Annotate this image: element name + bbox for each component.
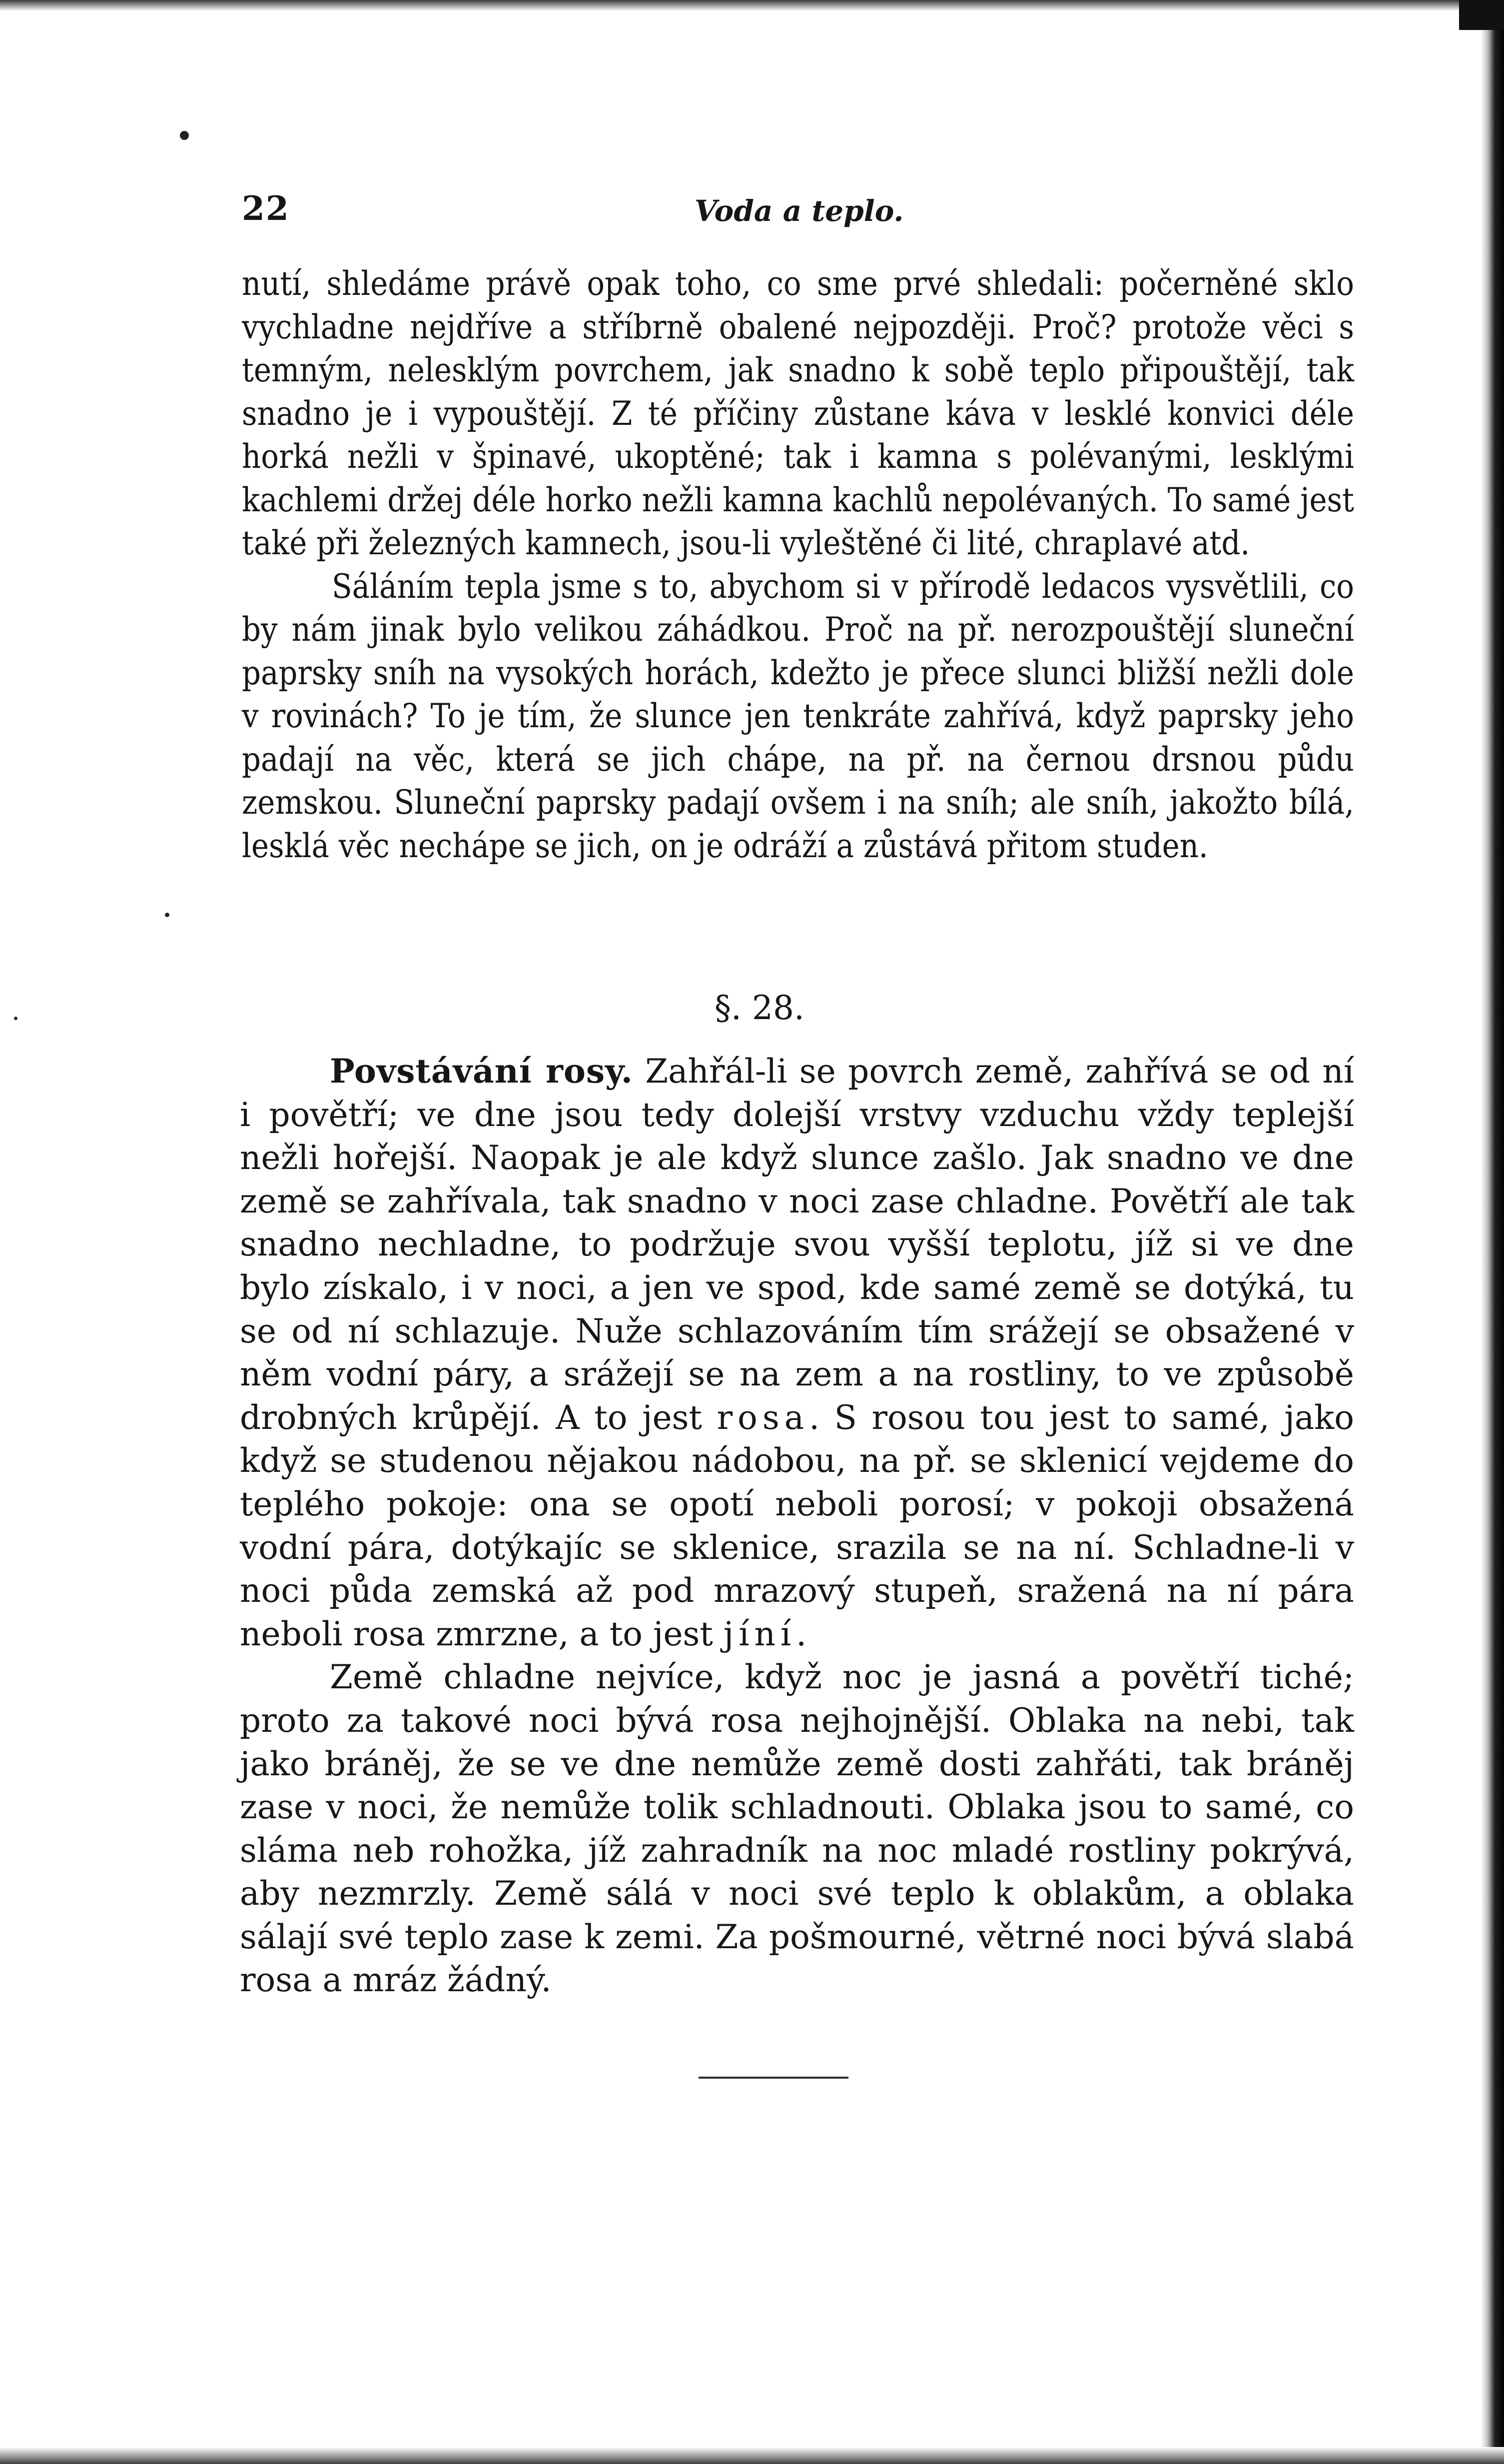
term-jini: jíní [723, 1614, 796, 1653]
running-title: Voda a teplo. [695, 194, 904, 228]
scan-edge-right [1481, 0, 1504, 2464]
paragraph-text: Zahřál-li se povrch země, zahřívá se od ní i povětří; ve dne jsou tedy dolejší vrstvy vzduchu vždy teplejší nežli hořejší. Naopak je ale když slunce zašlo. Jak snadno ve dne země se zahřívala, tak snadno v noci zase chladne. Povětří ale tak snadno nechladne, to podržuje svou vyšší teplotu, jíž si ve dne bylo získalo, i v noci, a jen ve spod, kde samé země se dotýká, tu se od ní schlazuje. Nuže schlazováním tím srážejí se obsažené v něm vodní páry, a srážejí se na zem a na rostliny, to ve způsobě drobných krůpějí. A to jest [240, 1052, 1354, 1437]
body-text [242, 262, 1354, 868]
ink-speck [165, 913, 169, 917]
section-heading: Povstávání rosy. [330, 1052, 633, 1091]
paragraph: Sáláním tepla jsme s to, abychom si v přírodě ledacos vysvětlili, co by nám jinak bylo velikou záhádkou. Proč na př. nerozpouštějí sluneční paprsky sníh na vysokých horách, kdežto je přece slunci bližší nežli dole v rovinách? To je tím, že slunce jen tenkráte zahřívá, když paprsky jeho padají na věc, která se jich chápe, na př. na černou drsnou půdu zemskou. Sluneční paprsky padají ovšem i na sníh; ale sníh, jakožto bílá, lesklá věc nechápe se jich, on je odráží a zůstává přitom studen. [242, 567, 1354, 865]
scan-edge-bottom [0, 2447, 1504, 2464]
ink-speck [180, 131, 189, 140]
paragraph: nutí, shledáme právě opak toho, co sme prvé shledali: počerněné sklo vychladne nejdříve a stříbrně obalené nejpozději. Proč? protože věci s temným, nelesklým povrchem, jak snadno k sobě teplo připouštějí, tak snadno je i vypouštějí. Z té příčiny zůstane káva v lesklé konvici déle horká nežli v špinavé, ukoptěné; tak i kamna s polévanými, lesklými kachlemi držej déle horko nežli kamna kachlů nepolévaných. To samé jest také při železných kamnech, jsou-li vyleštěné či lité, chraplavé atd. [242, 264, 1354, 562]
paragraph: Země chladne nejvíce, když noc je jasná a povětří tiché; proto za takové noci bývá rosa nejhojnější. Oblaka na nebi, tak jako bráněj, že se ve dne nemůže země dosti zahřáti, tak bráněj zase v noci, že nemůže tolik schladnouti. Oblaka jsou to samé, co sláma neb rohožka, jíž zahradník na noc mladé rostliny pokrývá, aby nezmrzly. Země sálá v noci své teplo k oblakům, a oblaka sálají své teplo zase k zemi. Za pošmourné, větrné noci bývá slabá rosa a mráz žádný. [240, 1658, 1354, 2000]
paragraph-text: . S rosou tou jest to samé, jako když se studenou nějakou nádobou, na př. se sklenicí vejdeme do teplého pokoje: ona se opotí neboli porosí; v pokoji obsažená vodní pára, dotýkajíc se sklenice, srazila se na ní. Schladne-li v noci půda zemská až pod mrazový stupeň, sražená na ní pára neboli rosa zmrzne, a to jest [240, 1398, 1354, 1653]
end-rule [699, 2077, 848, 2079]
paragraph [240, 1050, 1354, 1656]
term-rosa: rosa [717, 1398, 809, 1437]
paragraph-end: . [796, 1614, 807, 1653]
page-number: 22 [242, 189, 290, 228]
section-number: §. 28. [715, 989, 804, 1027]
ink-speck [14, 1017, 17, 1020]
scan-edge-top [0, 0, 1504, 11]
section-body [240, 1050, 1354, 2002]
scan-edge-corner [1459, 0, 1504, 30]
